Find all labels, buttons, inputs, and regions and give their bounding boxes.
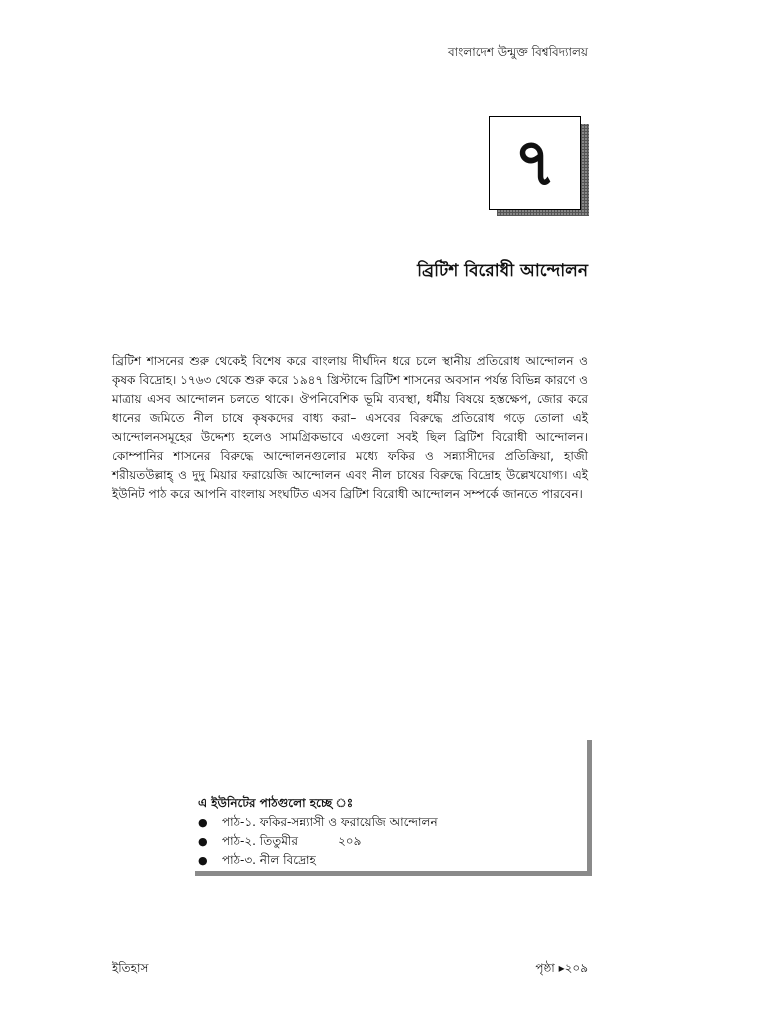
university-name: বাংলাদেশ উন্মুক্ত বিশ্ববিদ্যালয় xyxy=(447,45,588,59)
bullet-icon: ● xyxy=(198,854,208,867)
unit-title: ব্রিটিশ বিরোধী আন্দোলন xyxy=(417,261,588,281)
bullet-icon: ● xyxy=(198,816,208,829)
lesson-item xyxy=(196,813,438,832)
footer-subject: ইতিহাস xyxy=(112,961,149,975)
lesson-item xyxy=(196,832,438,851)
lesson-label: পাঠ-৩. নীল বিদ্রোহ xyxy=(222,853,316,867)
unit-number: ৭ xyxy=(513,124,557,201)
lessons-list xyxy=(196,813,438,870)
lesson-label: পাঠ-১. ফকির-সন্ন্যাসী ও ফরায়েজি আন্দোলন xyxy=(222,815,438,829)
lesson-label: পাঠ-২. তিতুমীর xyxy=(222,834,298,848)
unit-number-box xyxy=(489,116,581,210)
lesson-item xyxy=(196,851,438,870)
lessons-heading: এ ইউনিটের পাঠগুলো হচ্ছে ঃ xyxy=(198,796,354,810)
bullet-icon: ● xyxy=(198,835,208,848)
intro-paragraph: ব্রিটিশ শাসনের শুরু থেকেই বিশেষ করে বাংলায় দীর্ঘদিন ধরে চলে স্থানীয় প্রতিরোধ আন্দোলন ও কৃষক বিদ্রোহ। ১৭৬৩ থেকে শুরু করে ১৯৪৭ খ্রিস্টাব্দে ব্রিটিশ শাসনের অবসান পর্যন্ত বিভিন্ন কারণে ও মাত্রায় এসব আন্দোলন চলতে থাকে। ঔপনিবেশিক ভূমি ব্যবস্থা, ধর্মীয় বিষয়ে হস্তক্ষেপ, জোর করে ধানের জমিতে নীল চাষে কৃষকদের বাধ্য করা– এসবের বিরুদ্ধে প্রতিরোধ গড়ে তোলা এই আন্দোলনসমূহের উদ্দেশ্য হলেও সামগ্রিকভাবে এগুলো সবই ছিল ব্রিটিশ বিরোধী আন্দোলন। কোম্পানির শাসনের বিরুদ্ধে আন্দোলনগুলোর মধ্যে ফকির ও সন্ন্যাসীদের প্রতিক্রিয়া, হাজী শরীয়তউল্লাহ্ ও দুদু মিয়ার ফরায়েজি আন্দোলন এবং নীল চাষের বিরুদ্ধে বিদ্রোহ উল্লেখযোগ্য। এই ইউনিট পাঠ করে আপনি বাংলায় সংঘটিত এসব ব্রিটিশ বিরোধী আন্দোলন সম্পর্কে জানতে পারবেন। xyxy=(112,354,588,501)
lesson-page-number: ২০৯ xyxy=(338,834,362,848)
footer-page-number: পৃষ্ঠা ▸২০৯ xyxy=(535,961,588,975)
